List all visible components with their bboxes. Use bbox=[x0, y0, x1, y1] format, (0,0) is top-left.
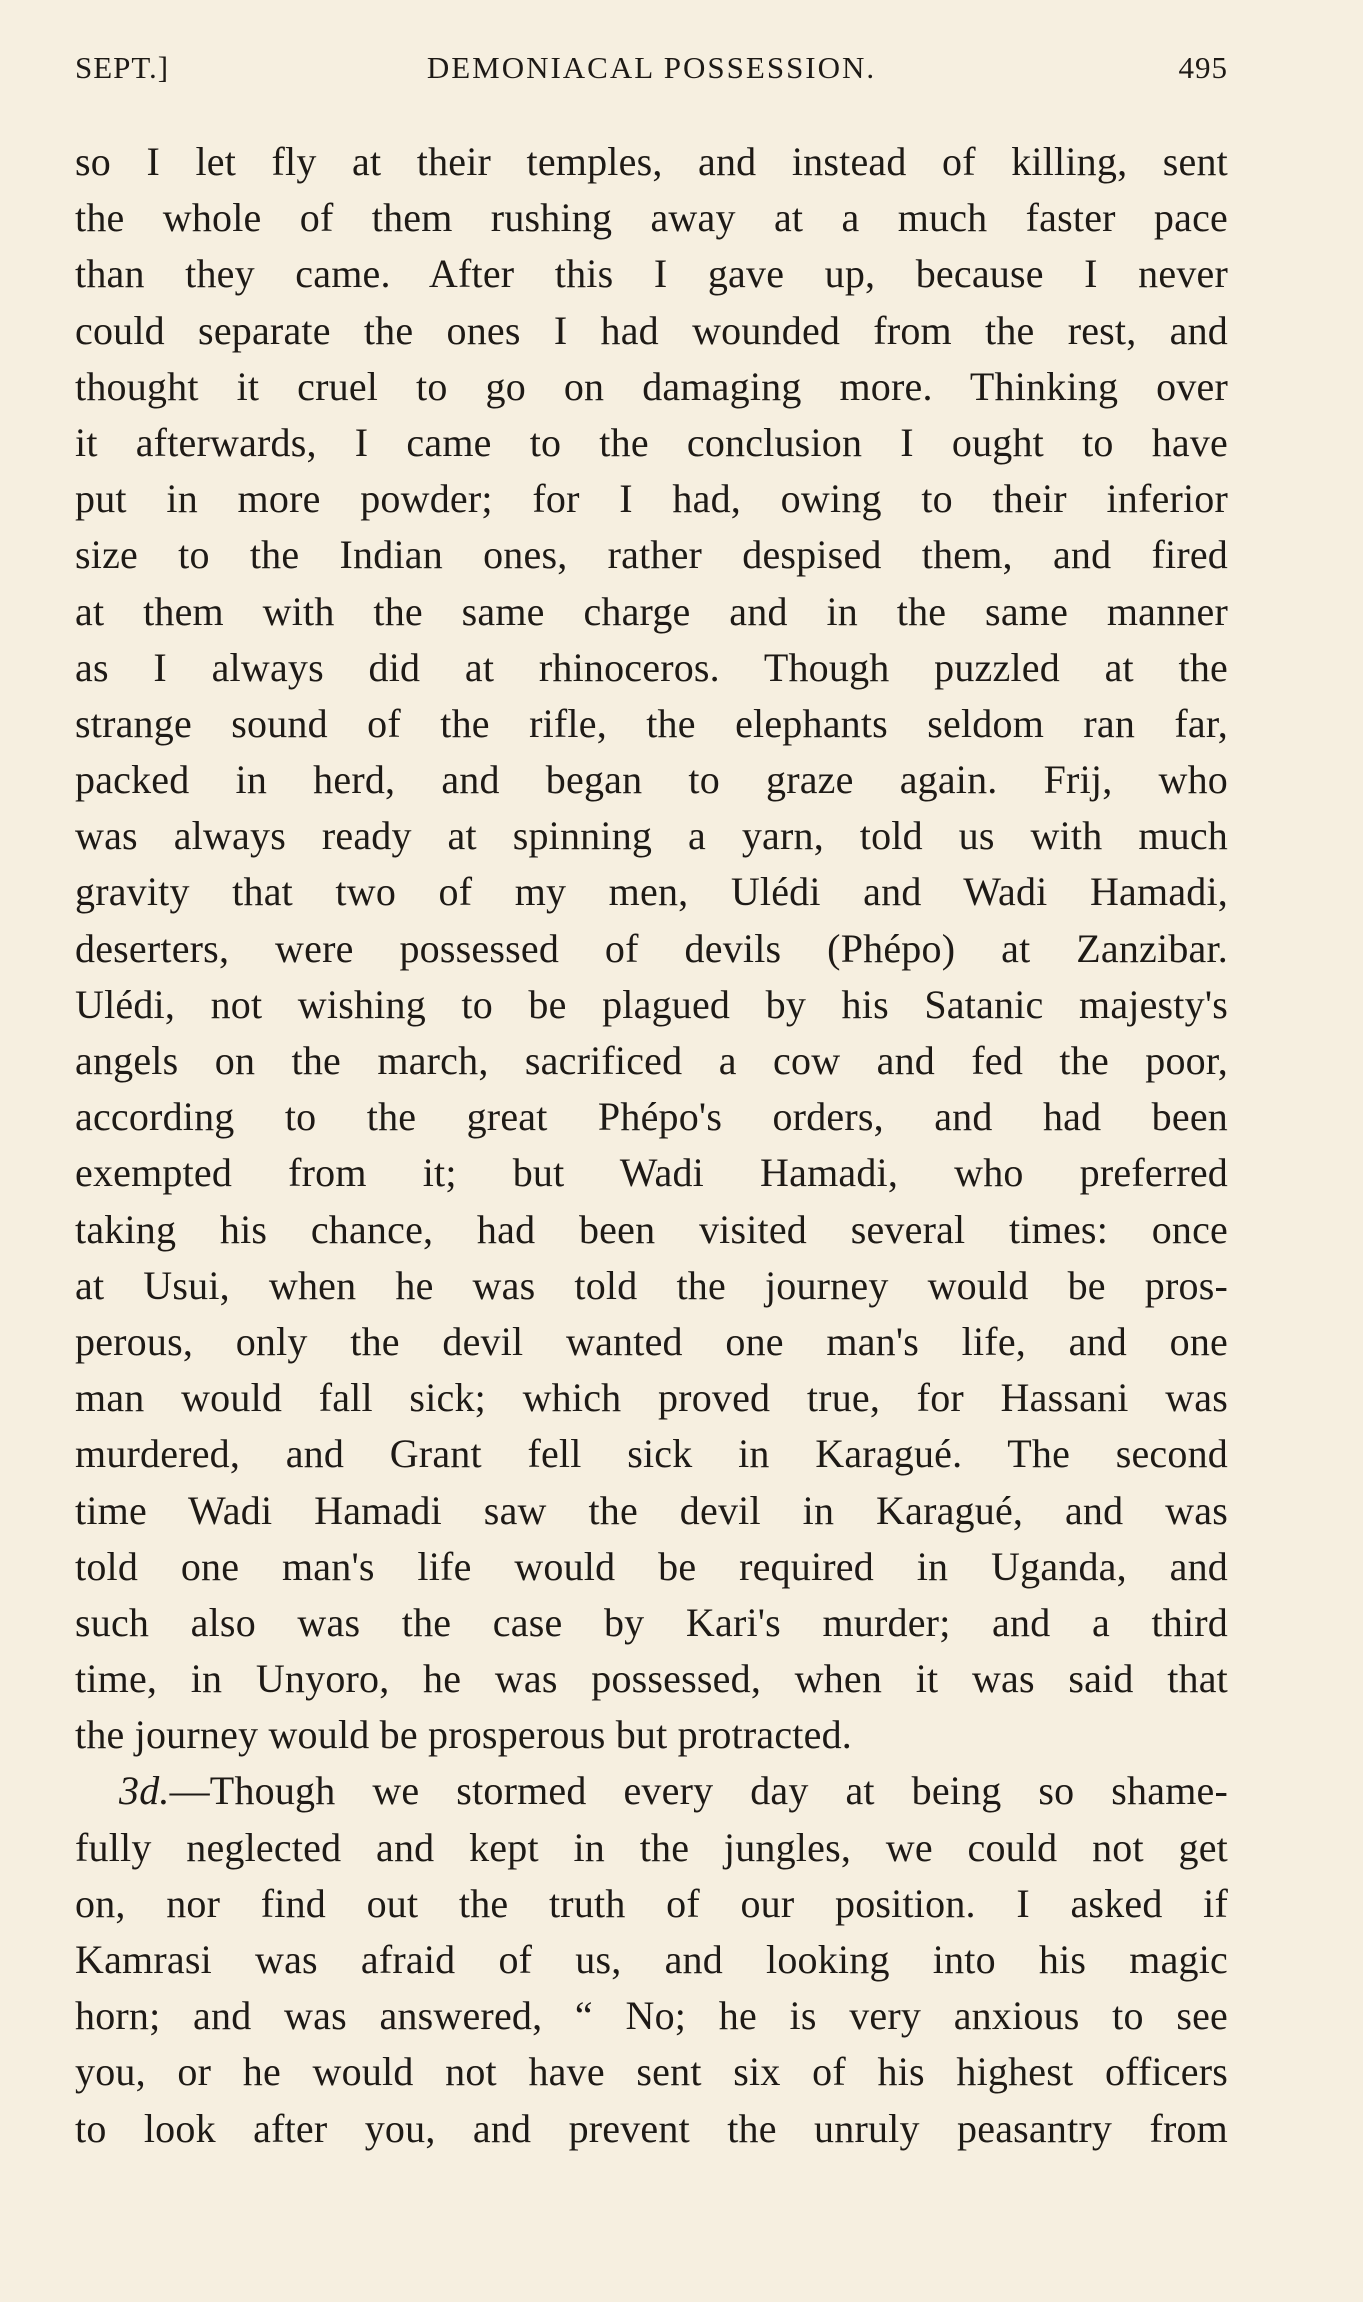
text-line: deserters, were possessed of devils (Phépo) at Zanzibar. bbox=[75, 925, 1228, 971]
running-head bbox=[75, 48, 1228, 88]
section-start-text: —Though we stormed every day at being so shame- bbox=[169, 1768, 1228, 1814]
text-line: than they came. After this I gave up, because I never bbox=[75, 251, 1228, 297]
text-line: told one man's life would be required in Uganda, and bbox=[75, 1543, 1228, 1589]
text-line: Ulédi, not wishing to be plagued by his Satanic majesty's bbox=[75, 981, 1228, 1027]
text-line: could separate the ones I had wounded from the rest, and bbox=[75, 307, 1228, 353]
chapter-title: DEMONIACAL POSSESSION. bbox=[426, 50, 877, 85]
section-number: 3d. bbox=[119, 1768, 170, 1814]
text-line: at them with the same charge and in the same manner bbox=[75, 588, 1228, 634]
text-line: thought it cruel to go on damaging more. Thinking over bbox=[75, 363, 1228, 409]
text-line: packed in herd, and began to graze again. Frij, who bbox=[75, 757, 1228, 803]
text-line: perous, only the devil wanted one man's life, and one bbox=[75, 1318, 1228, 1364]
text-line: man would fall sick; which proved true, for Hassani was bbox=[75, 1375, 1228, 1421]
text-line: at Usui, when he was told the journey would be pros- bbox=[75, 1262, 1228, 1308]
page-number: 495 bbox=[1178, 50, 1228, 85]
text-line: it afterwards, I came to the conclusion I ought to have bbox=[75, 419, 1228, 465]
text-line: as I always did at rhinoceros. Though puzzled at the bbox=[75, 644, 1228, 690]
text-line: time Wadi Hamadi saw the devil in Karagué, and was bbox=[75, 1487, 1228, 1533]
text-line: taking his chance, had been visited several times: once bbox=[75, 1206, 1228, 1252]
text-line: horn; and was answered, “ No; he is very anxious to see bbox=[75, 1993, 1228, 2039]
text-line: time, in Unyoro, he was possessed, when it was said that bbox=[75, 1656, 1228, 1702]
section-start-line bbox=[75, 1763, 1228, 1819]
text-line: according to the great Phépo's orders, and had been bbox=[75, 1094, 1228, 1140]
text-line: was always ready at spinning a yarn, told us with much bbox=[75, 813, 1228, 859]
text-line: gravity that two of my men, Ulédi and Wadi Hamadi, bbox=[75, 869, 1228, 915]
text-line: so I let fly at their temples, and instead of killing, sent bbox=[75, 139, 1228, 184]
text-line: exempted from it; but Wadi Hamadi, who preferred bbox=[75, 1150, 1228, 1196]
text-line: fully neglected and kept in the jungles, we could not get bbox=[75, 1824, 1228, 1870]
text-line: you, or he would not have sent six of his highest officers bbox=[75, 2049, 1228, 2095]
text-line: such also was the case by Kari's murder; and a third bbox=[75, 1599, 1228, 1645]
paragraph-end-line: the journey would be prosperous but protracted. bbox=[75, 1712, 852, 1758]
text-line: to look after you, and prevent the unruly peasantry from bbox=[75, 2105, 1228, 2151]
text-line: the whole of them rushing away at a much faster pace bbox=[75, 195, 1228, 241]
text-line: murdered, and Grant fell sick in Karagué. The second bbox=[75, 1431, 1228, 1477]
text-line: put in more powder; for I had, owing to their inferior bbox=[75, 476, 1228, 522]
header-month: SEPT.] bbox=[75, 50, 170, 85]
body-text bbox=[75, 134, 1228, 2157]
text-line: Kamrasi was afraid of us, and looking into his magic bbox=[75, 1937, 1228, 1982]
text-line: strange sound of the rifle, the elephants seldom ran far, bbox=[75, 700, 1228, 746]
text-line: angels on the march, sacrificed a cow and fed the poor, bbox=[75, 1038, 1228, 1083]
text-line: on, nor find out the truth of our position. I asked if bbox=[75, 1880, 1228, 1926]
text-line: size to the Indian ones, rather despised them, and fired bbox=[75, 532, 1228, 578]
